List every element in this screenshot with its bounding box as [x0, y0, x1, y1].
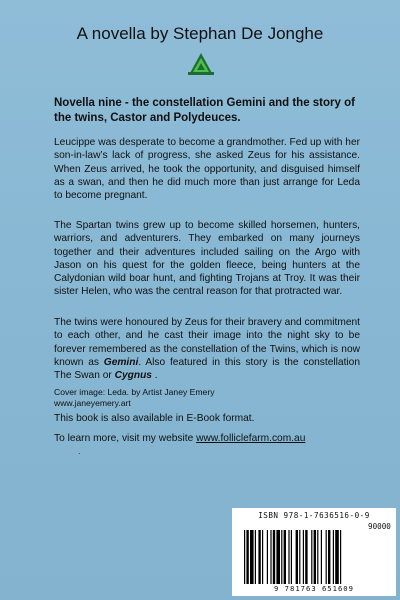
barcode-stripe: [311, 530, 312, 584]
barcode-stripe: [284, 530, 286, 584]
blurb-paragraph-2: The Spartan twins grew up to become skilled horsemen, hunters, warriors, and adventurers. They embarked on many journeys together and their adventures included sailing on the Argo with Jason on his quest for the golden fleece, being hunters at the Calydonian wild boar hunt, and fighting Trojans at Troy. It was their sister Helen, who was the central reason for that protracted war.: [54, 220, 360, 298]
triangle-logo-icon: [188, 52, 214, 76]
barcode-stripe: [291, 530, 292, 584]
barcode-stripe: [267, 530, 268, 584]
barcode-stripe: [273, 530, 275, 584]
barcode-stripe: [328, 530, 330, 584]
ebook-note: This book is also available in E-Book format.: [54, 413, 255, 424]
barcode-stripe: [296, 530, 298, 584]
barcode-stripe: [262, 530, 263, 584]
blurb-paragraph-3: [54, 316, 360, 382]
price-code: 90000: [368, 522, 391, 531]
learn-more-line: [54, 433, 305, 444]
barcode-bars: [244, 530, 390, 584]
learn-more-prefix: To learn more, visit my website: [54, 433, 197, 444]
barcode-stripe: [326, 530, 327, 584]
barcode-stripe: [321, 530, 322, 584]
website-link[interactable]: www.folliclefarm.com.au: [196, 433, 306, 444]
barcode-number: 9 781763 651609: [274, 584, 354, 593]
barcode-stripe: [270, 530, 271, 584]
barcode-stripe: [244, 530, 245, 584]
barcode-stripe: [288, 530, 289, 584]
barcode-stripe: [314, 530, 316, 584]
barcode-stripe: [303, 530, 304, 584]
novella-headline: Novella nine - the constellation Gemini and the story of the twins, Castor and Polydeuces.: [54, 97, 355, 124]
barcode-stripe: [258, 530, 260, 584]
barcode-stripe: [250, 530, 254, 584]
barcode-stripe: [340, 530, 341, 584]
blurb-paragraph-3-text-e: .: [151, 370, 158, 382]
author-line: A novella by Stephan De Jonghe: [76, 24, 324, 43]
artist-website: www.janeyemery.art: [54, 398, 131, 408]
barcode-stripe: [333, 530, 334, 584]
barcode-panel: [232, 508, 396, 596]
gemini-emphasis: Gemini: [103, 356, 139, 368]
isbn-text: ISBN 978-1-7636516-0-9: [258, 511, 370, 520]
barcode-stripe: [305, 530, 307, 584]
cygnus-emphasis: Cygnus: [114, 370, 152, 382]
barcode-stripe: [317, 530, 318, 584]
barcode-stripe: [281, 530, 282, 584]
barcode-stripe: [276, 530, 280, 584]
stray-dot: .: [78, 446, 81, 456]
cover-image-credit: Cover image: Leda. by Artist Janey Emery: [54, 387, 215, 397]
blurb-paragraph-3-text-c: . Also featured in this story is the constellation The Swan or: [54, 356, 360, 382]
blurb-paragraph-3-text-a: The twins were honoured by Zeus for their bravery and commitment to each other, and he cast their image into the night sky to be forever remembered as the constellation of the Twins, which is now known as: [54, 317, 360, 368]
barcode-stripe: [255, 530, 256, 584]
barcode-stripe: [299, 530, 300, 584]
barcode-stripe: [246, 530, 248, 584]
blurb-paragraph-1: Leucippe was desperate to become a grandmother. Fed up with her son-in-law’s lack of progress, she asked Zeus for his assistance. When Zeus arrived, he took the opportunity, and disguised himself as a swan, and then he did much more than just arrange for Leda to become pregnant.: [54, 137, 360, 202]
barcode-stripe: [335, 530, 339, 584]
